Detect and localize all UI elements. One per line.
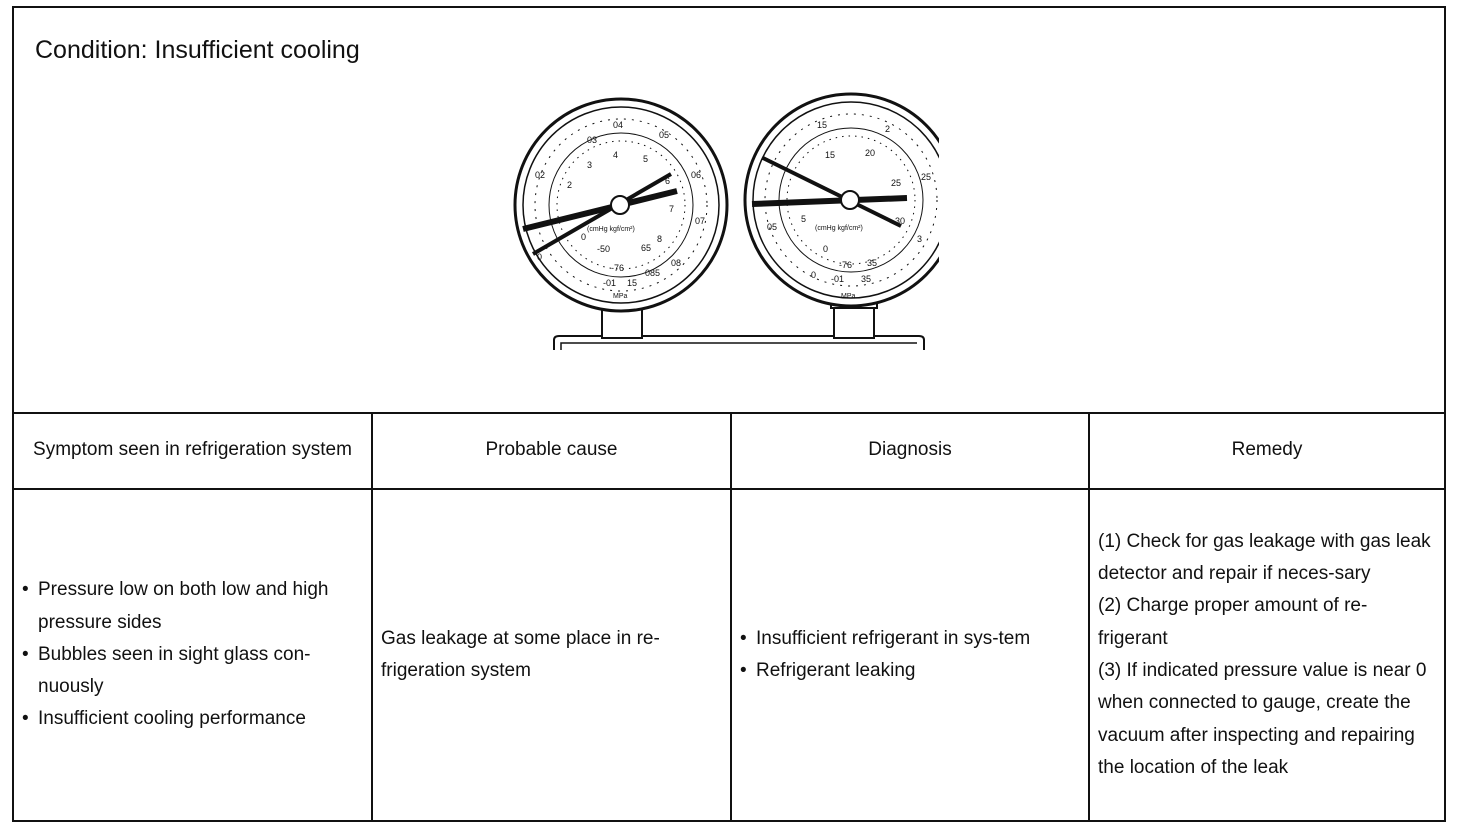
remedy-step	[1098, 526, 1436, 591]
condition-title: Condition: Insufficient cooling	[35, 36, 360, 64]
low-outer-label: 03	[587, 135, 598, 145]
table-row	[14, 489, 1444, 820]
diagnosis-item: • Refrigerant leaking	[740, 655, 1080, 687]
step-number: (2)	[1098, 595, 1122, 617]
svg-text:07: 07	[695, 216, 706, 226]
svg-text:-01: -01	[603, 278, 617, 288]
diagnosis-item: • Insufficient refrigerant in sys-tem	[740, 623, 1080, 655]
svg-text:0: 0	[823, 244, 829, 254]
condition-panel	[14, 8, 1444, 414]
step-number: (3)	[1098, 660, 1122, 681]
step-number: (1)	[1098, 530, 1122, 552]
svg-text:25: 25	[891, 178, 902, 188]
remedy-cell	[1089, 489, 1444, 820]
svg-text:4: 4	[613, 150, 619, 160]
svg-text:0: 0	[537, 252, 543, 262]
svg-text:-50: -50	[597, 244, 611, 254]
svg-text:2: 2	[885, 124, 891, 134]
svg-text:65: 65	[641, 243, 652, 253]
svg-text:3: 3	[917, 234, 923, 244]
svg-text:8: 8	[657, 234, 663, 244]
svg-text:0: 0	[811, 270, 817, 280]
high-unit-label: (cmHg kgf/cm²)	[815, 225, 863, 232]
svg-text:15: 15	[817, 120, 828, 130]
diagnosis-table	[14, 412, 1444, 820]
remedy-step	[1098, 590, 1436, 655]
step-text: Charge proper amount of re-frigerant	[1098, 595, 1368, 649]
symptom-cell	[14, 489, 372, 820]
svg-text:04: 04	[613, 120, 624, 130]
svg-text:6: 6	[665, 176, 671, 186]
svg-text:15: 15	[627, 278, 638, 288]
manifold-gauge-illustration	[499, 88, 939, 350]
svg-text:085: 085	[645, 268, 661, 278]
svg-text:-76: -76	[611, 263, 625, 273]
header-symptom: Symptom seen in refrigeration system	[14, 412, 372, 489]
svg-text:-76: -76	[839, 260, 853, 270]
svg-text:2: 2	[567, 180, 573, 190]
svg-text:06: 06	[691, 170, 702, 180]
header-cause: Probable cause	[372, 412, 731, 489]
svg-text:20: 20	[865, 148, 876, 158]
low-pressure-gauge	[515, 99, 727, 338]
svg-text:5: 5	[643, 154, 649, 164]
svg-text:30: 30	[895, 216, 906, 226]
svg-text:15: 15	[825, 150, 836, 160]
svg-text:05: 05	[659, 130, 670, 140]
remedy-step	[1098, 655, 1436, 784]
svg-text:3: 3	[587, 160, 593, 170]
svg-text:25: 25	[921, 172, 932, 182]
svg-text:35: 35	[867, 258, 878, 268]
svg-text:02: 02	[535, 170, 546, 180]
svg-text:08: 08	[671, 258, 682, 268]
low-unit-label: (cmHg kgf/cm²)	[587, 226, 635, 233]
svg-text:0: 0	[581, 232, 587, 242]
svg-text:5: 5	[801, 214, 807, 224]
svg-text:-01: -01	[831, 274, 845, 284]
low-scale-label: MPa	[613, 293, 628, 300]
svg-text:05: 05	[767, 222, 778, 232]
table-header-row	[14, 412, 1444, 489]
diagnosis-sheet	[12, 6, 1446, 822]
step-text: If indicated pressure value is near 0 when connected to gauge, create the vacuum after inspecting and repairing the location of the leak	[1098, 660, 1427, 778]
symptom-item: • Pressure low on both low and high pressure sides	[22, 574, 363, 639]
high-scale-label: MPa	[841, 293, 856, 300]
diagnosis-cell	[731, 489, 1089, 820]
header-diagnosis: Diagnosis	[731, 412, 1089, 489]
svg-text:35: 35	[861, 274, 872, 284]
step-text: Check for gas leakage with gas leak detector and repair if neces-sary	[1098, 530, 1431, 585]
cause-cell	[372, 489, 731, 820]
high-pressure-gauge	[745, 94, 939, 338]
symptom-item: • Insufficient cooling performance	[22, 703, 363, 735]
symptom-item: • Bubbles seen in sight glass con-nuously	[22, 639, 363, 704]
cause-text: Gas leakage at some place in re-frigeration system	[381, 627, 660, 681]
svg-text:7: 7	[669, 204, 675, 214]
header-remedy: Remedy	[1089, 412, 1444, 489]
